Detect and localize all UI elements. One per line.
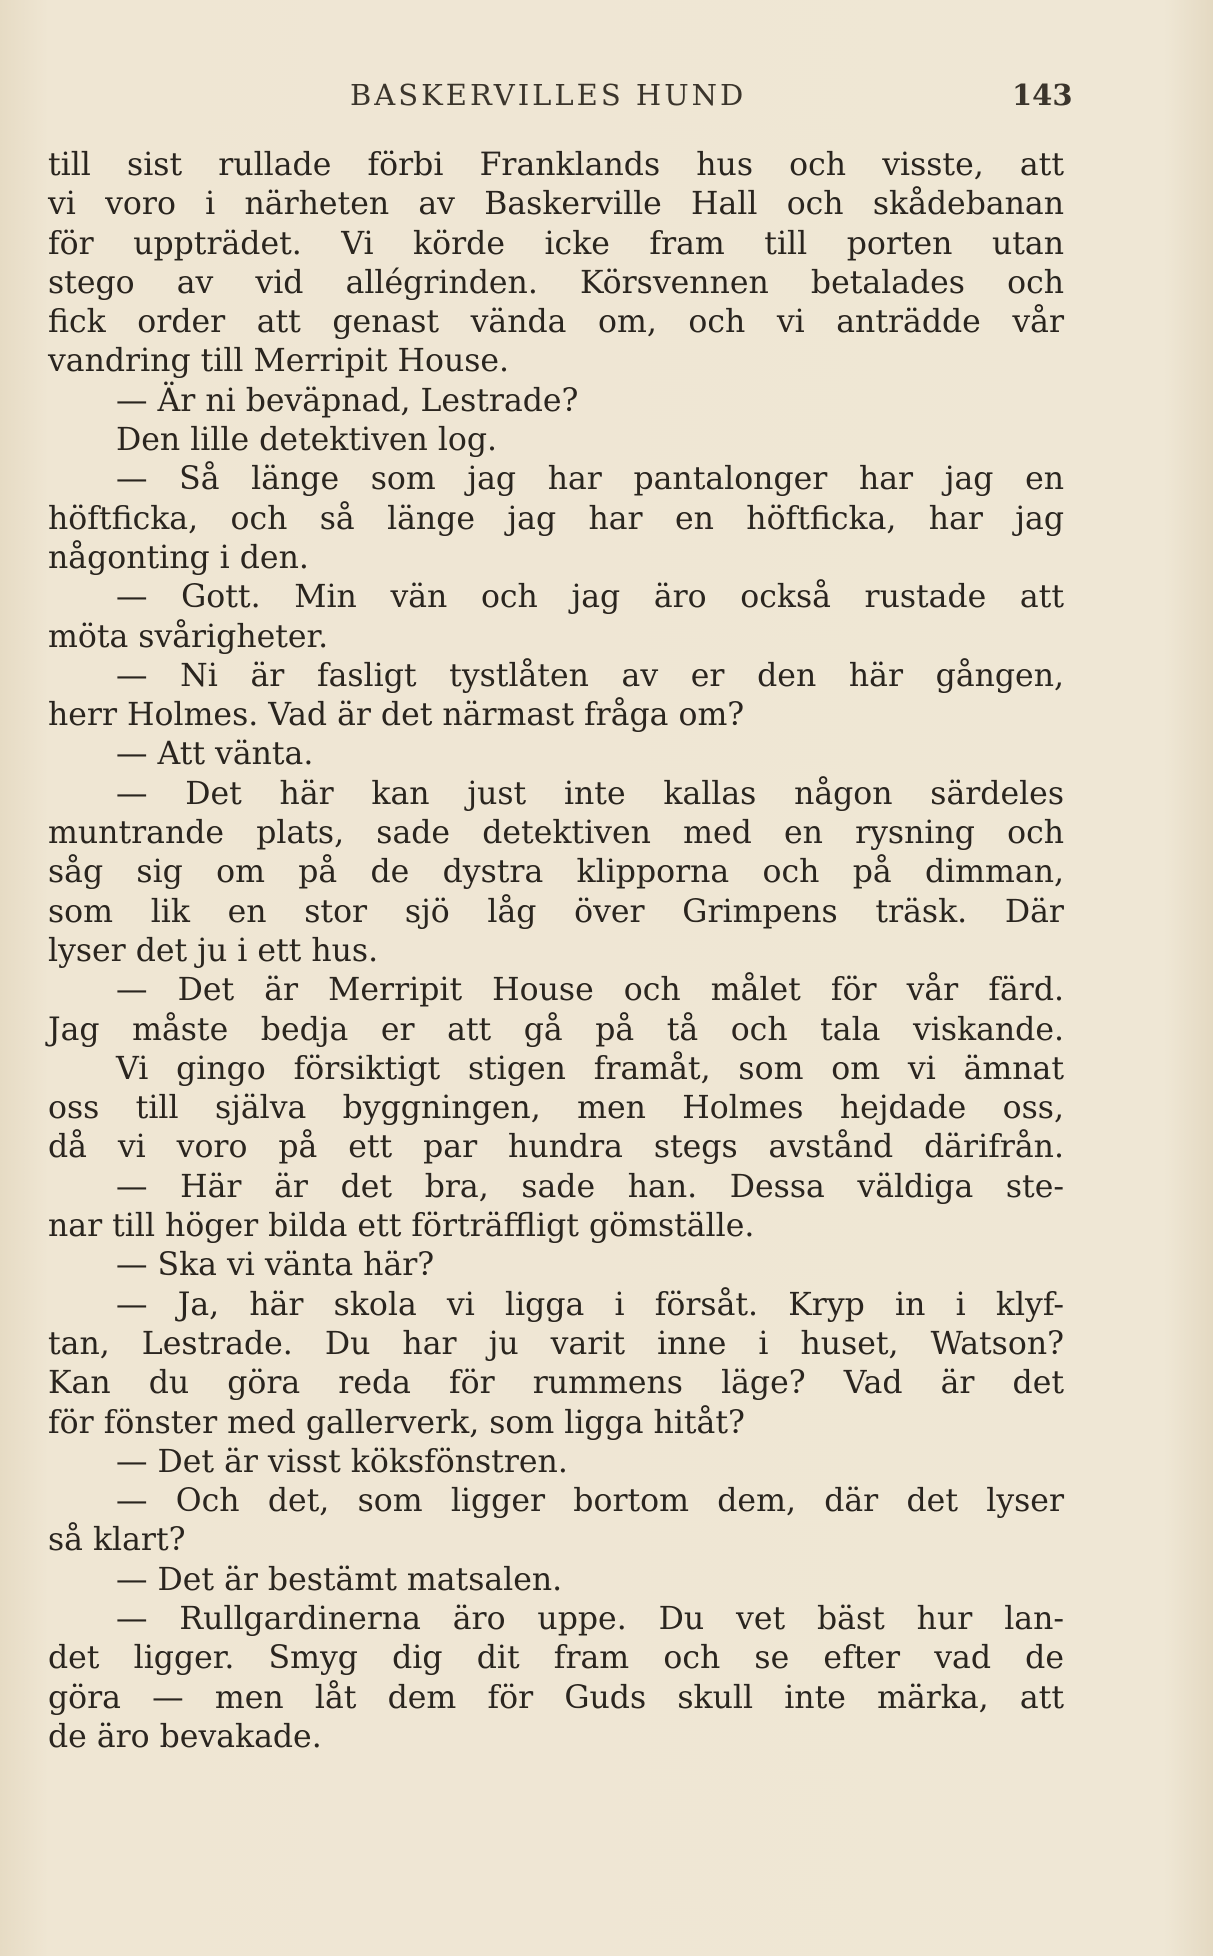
text-line: stego av vid allégrinden. Körsvennen betalades och — [48, 264, 1064, 301]
text-line: — Ska vi vänta här? — [116, 1247, 435, 1284]
text-line: göra — men låt dem för Guds skull inte märka, att — [48, 1679, 1064, 1716]
text-line: — Så länge som jag har pantalonger har jag en — [116, 461, 1064, 498]
text-line: då vi voro på ett par hundra stegs avstånd därifrån. — [48, 1129, 1064, 1166]
text-line: — Ni är fasligt tystlåten av er den här gången, — [116, 657, 1064, 694]
text-line: — Det är Merripit House och målet för vår färd. — [116, 972, 1064, 1009]
text-line: fick order att genast vända om, och vi anträdde vår — [48, 304, 1064, 341]
text-line: höftficka, och så länge jag har en höftficka, har jag — [48, 500, 1064, 537]
running-title: BASKERVILLES HUND — [350, 78, 747, 112]
text-line: så klart? — [48, 1522, 186, 1559]
text-line: för uppträdet. Vi körde icke fram till porten utan — [48, 225, 1064, 262]
text-line: lyser det ju i ett hus. — [48, 932, 379, 969]
text-line: någonting i den. — [48, 539, 309, 576]
text-line: tan, Lestrade. Du har ju varit inne i huset, Watson? — [48, 1325, 1064, 1362]
text-line: — Det är bestämt matsalen. — [116, 1561, 563, 1598]
page-number: 143 — [1012, 78, 1073, 112]
text-line: för fönster med gallerverk, som ligga hitåt? — [48, 1404, 745, 1441]
text-line: herr Holmes. Vad är det närmast fråga om? — [48, 697, 745, 734]
text-line: Jag måste bedja er att gå på tå och tala viskande. — [48, 1011, 1064, 1048]
text-line: Den lille detektiven log. — [116, 422, 498, 459]
body-text — [48, 146, 1064, 1757]
text-line: — Rullgardinerna äro uppe. Du vet bäst hur lan- — [116, 1600, 1064, 1637]
text-line: till sist rullade förbi Franklands hus och visste, att — [48, 147, 1064, 183]
text-line: — Här är det bra, sade han. Dessa väldiga ste- — [116, 1168, 1064, 1205]
text-line: möta svårigheter. — [48, 618, 329, 655]
text-line: nar till höger bilda ett förträffligt gömställe. — [48, 1208, 755, 1245]
text-line: vi voro i närheten av Baskerville Hall och skådebanan — [48, 186, 1064, 223]
text-line: muntrande plats, sade detektiven med en rysning och — [48, 815, 1064, 852]
text-line: Vi gingo försiktigt stigen framåt, som om vi ämnat — [116, 1050, 1064, 1087]
text-line: de äro bevakade. — [48, 1718, 322, 1755]
text-line: som lik en stor sjö låg över Grimpens träsk. Där — [48, 893, 1064, 930]
text-line: — Att vänta. — [116, 736, 314, 773]
text-line: — Och det, som ligger bortom dem, där det lyser — [116, 1483, 1064, 1520]
text-line: Kan du göra reda för rummens läge? Vad är det — [48, 1365, 1064, 1402]
text-line: oss till själva byggningen, men Holmes hejdade oss, — [48, 1090, 1064, 1127]
text-line: — Är ni beväpnad, Lestrade? — [116, 382, 579, 419]
text-line: — Det här kan just inte kallas någon särdeles — [116, 775, 1064, 812]
running-head — [0, 78, 1213, 118]
text-line: såg sig om på de dystra klipporna och på dimman, — [48, 854, 1064, 891]
text-line: — Gott. Min vän och jag äro också rustade att — [116, 579, 1064, 616]
text-line: vandring till Merripit House. — [48, 343, 510, 380]
text-line: — Det är visst köksfönstren. — [116, 1443, 568, 1480]
text-line: det ligger. Smyg dig dit fram och se efter vad de — [48, 1640, 1064, 1677]
text-line: — Ja, här skola vi ligga i försåt. Kryp in i klyf- — [116, 1286, 1064, 1323]
